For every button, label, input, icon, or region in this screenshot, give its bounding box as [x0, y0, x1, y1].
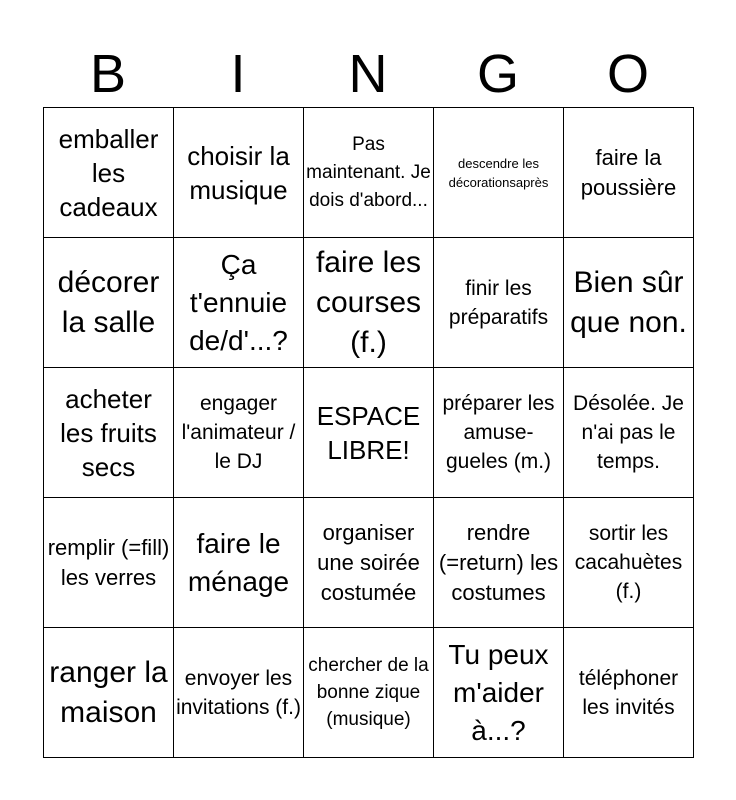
header-letter-n: N: [348, 44, 388, 104]
header-letter-o: O: [606, 44, 649, 104]
bingo-cell[interactable]: rendre (=return) les costumes: [434, 498, 564, 628]
bingo-cell[interactable]: ranger la maison: [44, 628, 174, 758]
bingo-cell[interactable]: Tu peux m'aider à...?: [434, 628, 564, 758]
grid-row: [44, 108, 694, 238]
bingo-cell[interactable]: Bien sûr que non.: [564, 238, 694, 368]
grid-row: [44, 628, 694, 758]
bingo-cell[interactable]: téléphoner les invités: [564, 628, 694, 758]
bingo-cell[interactable]: organiser une soirée costumée: [304, 498, 434, 628]
bingo-cell[interactable]: acheter les fruits secs: [44, 368, 174, 498]
bingo-cell[interactable]: descendre les décorationsaprès: [434, 108, 564, 238]
bingo-cell[interactable]: décorer la salle: [44, 238, 174, 368]
bingo-cell[interactable]: remplir (=fill) les verres: [44, 498, 174, 628]
bingo-cell[interactable]: Pas maintenant. Je dois d'abord...: [304, 108, 434, 238]
grid-row: [44, 498, 694, 628]
bingo-cell[interactable]: faire la poussière: [564, 108, 694, 238]
bingo-cell[interactable]: préparer les amuse-gueles (m.): [434, 368, 564, 498]
bingo-cell[interactable]: envoyer les invitations (f.): [174, 628, 304, 758]
bingo-cell[interactable]: sortir les cacahuètes (f.): [564, 498, 694, 628]
grid-row: [44, 368, 694, 498]
bingo-grid: [43, 107, 694, 758]
bingo-cell[interactable]: Désolée. Je n'ai pas le temps.: [564, 368, 694, 498]
bingo-cell[interactable]: faire les courses (f.): [304, 238, 434, 368]
header-letter-b: B: [89, 44, 127, 104]
header-letter-i: I: [230, 44, 246, 104]
bingo-header: [43, 42, 693, 106]
bingo-cell[interactable]: chercher de la bonne zique (musique): [304, 628, 434, 758]
free-space-cell[interactable]: ESPACE LIBRE!: [304, 368, 434, 498]
bingo-cell[interactable]: faire le ménage: [174, 498, 304, 628]
header-letter-g: G: [476, 44, 519, 104]
bingo-cell[interactable]: Ça t'ennuie de/d'...?: [174, 238, 304, 368]
bingo-cell[interactable]: finir les préparatifs: [434, 238, 564, 368]
grid-row: [44, 238, 694, 368]
bingo-cell[interactable]: emballer les cadeaux: [44, 108, 174, 238]
bingo-cell[interactable]: engager l'animateur / le DJ: [174, 368, 304, 498]
bingo-cell[interactable]: choisir la musique: [174, 108, 304, 238]
